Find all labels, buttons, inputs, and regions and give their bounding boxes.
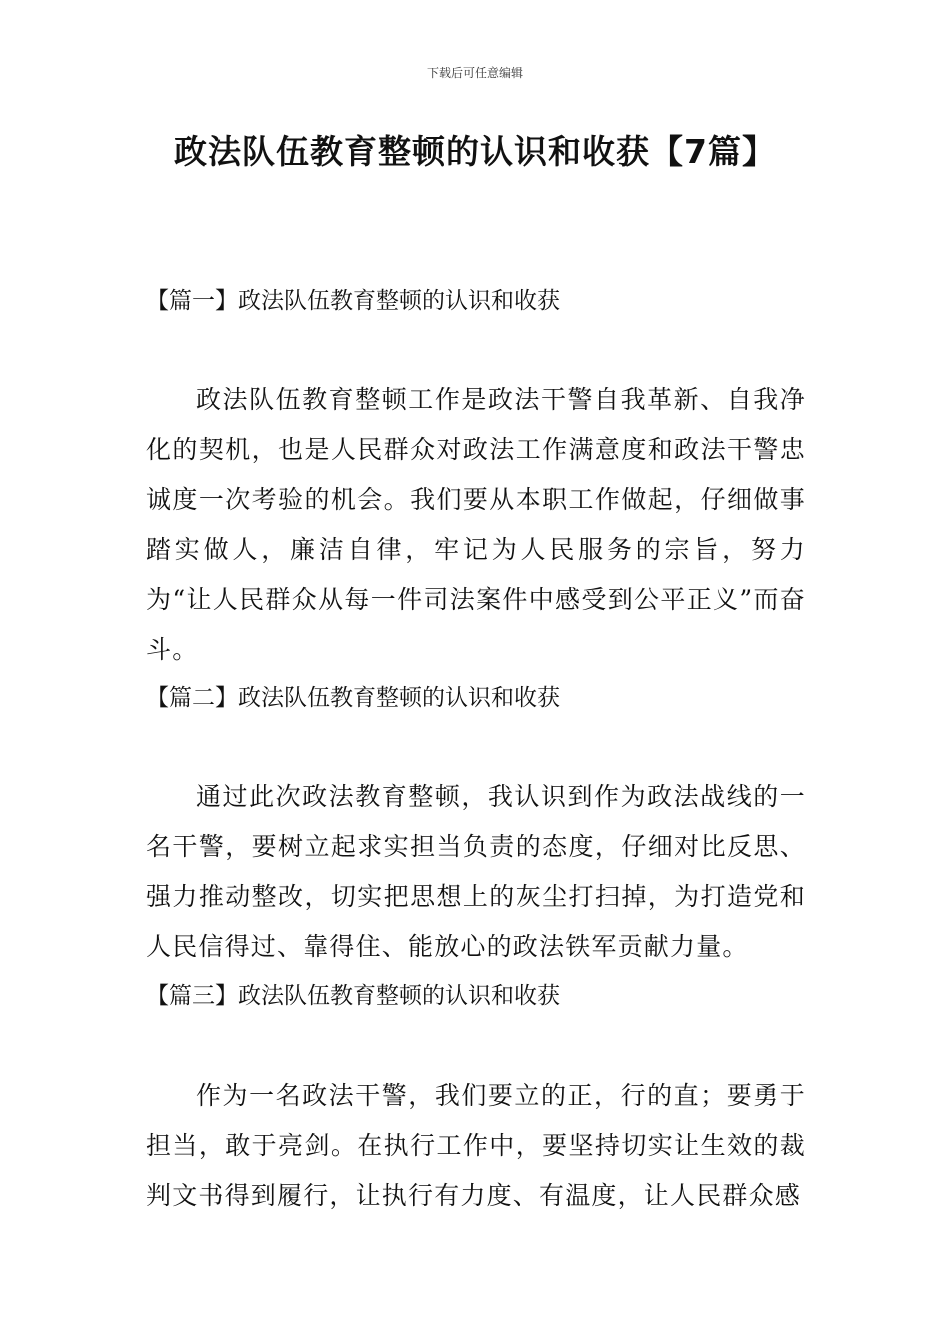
- section-1-heading: 【篇一】政法队伍教育整顿的认识和收获: [146, 288, 560, 314]
- section-3-body: 作为一名政法干警，我们要立的正，行的直；要勇于担当，敢于亮剑。在执行工作中，要坚持切实让生效的裁判文书得到履行，让执行有力度、有温度，让人民群众感: [146, 1081, 806, 1210]
- section-3-heading: 【篇三】政法队伍教育整顿的认识和收获: [146, 983, 560, 1009]
- document-title: 政法队伍教育整顿的认识和收获【7篇】: [174, 132, 776, 171]
- page-header-note: 下载后可任意编辑: [426, 66, 523, 80]
- section-2-heading: 【篇二】政法队伍教育整顿的认识和收获: [146, 685, 560, 711]
- section-2-body: 通过此次政法教育整顿，我认识到作为政法战线的一名干警，要树立起求实担当负责的态度，仔细对比反思、强力推动整改，切实把思想上的灰尘打扫掉，为打造党和人民信得过、靠得住、能放心的政法铁军贡献力量。: [146, 782, 806, 961]
- section-1-body: 政法队伍教育整顿工作是政法干警自我革新、自我净化的契机，也是人民群众对政法工作满意度和政法干警忠诚度一次考验的机会。我们要从本职工作做起，仔细做事踏实做人，廉洁自律，牢记为人民服务的宗旨，努力为“让人民群众从每一件司法案件中感受到公平正义”而奋斗。: [146, 385, 806, 664]
